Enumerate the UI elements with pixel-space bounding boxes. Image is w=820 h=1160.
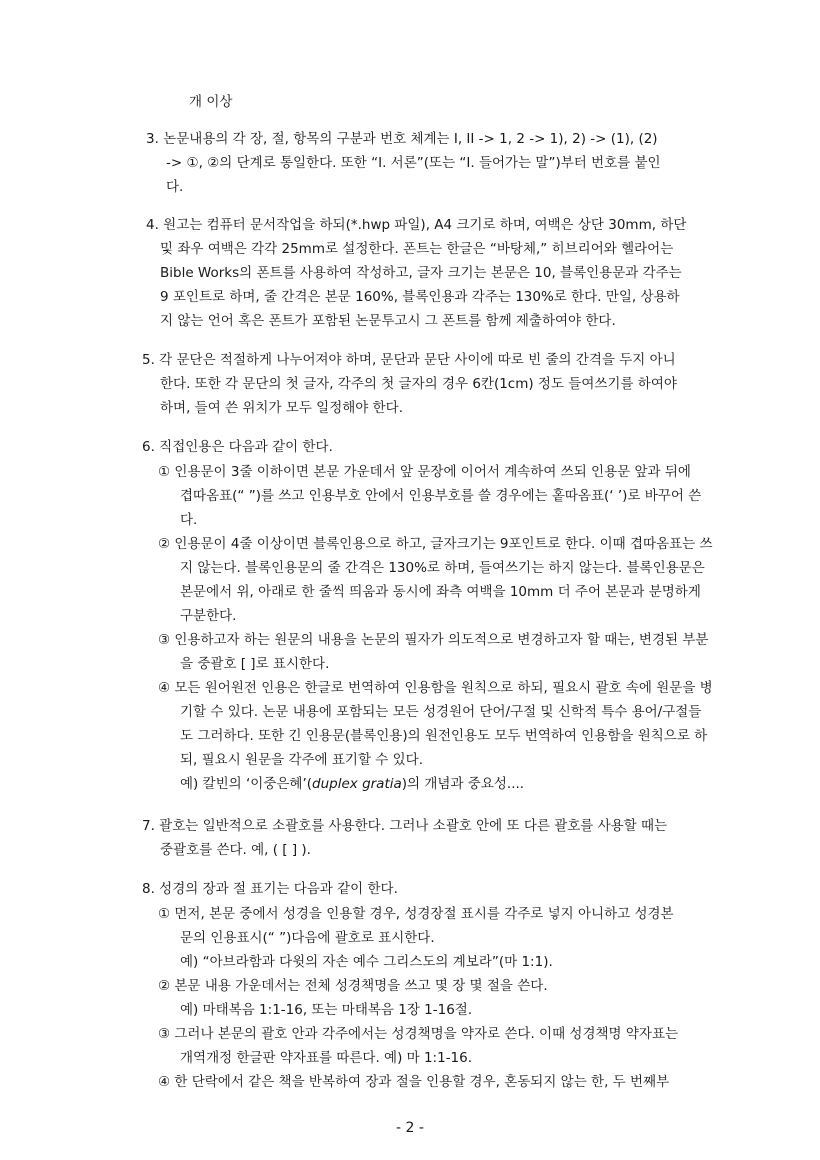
section-line: 4. 원고는 컴퓨터 문서작업을 하되(*.hwp 파일), A4 크기로 하며, 여백은 상단 30mm, 하단	[146, 217, 687, 233]
example-suffix: )의 개념과 중요성....	[401, 776, 525, 792]
list-item-line: ③ 그러나 본문의 괄호 안과 각주에서는 성경책명을 약자로 쓴다. 이때 성경책명 약자표는	[158, 1026, 679, 1042]
list-item-line: 지 않는다. 블록인용문의 줄 간격은 130%로 하며, 들여쓰기는 하지 않는다. 블록인용문은	[180, 560, 705, 576]
section-line: 7. 괄호는 일반적으로 소괄호를 사용한다. 그러나 소괄호 안에 또 다른 괄호를 사용할 때는	[142, 818, 668, 834]
section-line: 5. 각 문단은 적절하게 나누어져야 하며, 문단과 문단 사이에 따로 빈 줄의 간격을 두지 아니	[142, 352, 676, 368]
section-line: 다.	[166, 179, 184, 195]
section-title: 8. 성경의 장과 절 표기는 다음과 같이 한다.	[142, 881, 398, 897]
section-line: 및 좌우 여백은 각각 25mm로 설정한다. 폰트는 한글은 “바탕체,” 히브리어와 헬라어는	[160, 241, 674, 257]
example-line	[180, 778, 524, 792]
continued-text: 개 이상	[189, 94, 233, 110]
section-line: 하며, 들여 쓴 위치가 모두 일정해야 한다.	[160, 400, 403, 416]
section-line: 3. 논문내용의 각 장, 절, 항목의 구분과 번호 체계는 I, II -> 1, 2 -> 1), 2) -> (1), (2)	[146, 131, 658, 147]
list-item-line: ④ 모든 원어원전 인용은 한글로 번역하여 인용함을 원칙으로 하되, 필요시 괄호 속에 원문을 병	[158, 680, 713, 696]
section-line: 9 포인트로 하며, 줄 간격은 본문 160%, 블록인용과 각주는 130%로 한다. 만일, 상용하	[160, 289, 680, 305]
section-line: 한다. 또한 각 문단의 첫 글자, 각주의 첫 글자의 경우 6칸(1cm) 정도 들여쓰기를 하여야	[160, 376, 677, 392]
list-item-line: 되, 필요시 원문을 각주에 표기할 수 있다.	[180, 752, 423, 768]
list-item-line: 겹따옴표(“ ”)를 쓰고 인용부호 안에서 인용부호를 쓸 경우에는 홑따옴표(‘ ’)로 바꾸어 쓴	[180, 488, 702, 504]
section-line: 중괄호를 쓴다. 예, ( [ ] ).	[160, 842, 311, 858]
example-latin-term: duplex gratia	[312, 776, 402, 792]
list-item-line: 예) “아브라함과 다윗의 자손 예수 그리스도의 계보라”(마 1:1).	[180, 954, 553, 970]
list-item-line: ② 인용문이 4줄 이상이면 블록인용으로 하고, 글자크기는 9포인트로 한다. 이때 겹따옴표는 쓰	[158, 536, 713, 552]
list-item-line: 도 그러하다. 또한 긴 인용문(블록인용)의 원전인용도 모두 번역하여 인용함을 원칙으로 하	[180, 728, 708, 744]
section-line: Bible Works의 폰트를 사용하여 작성하고, 글자 크기는 본문은 10, 블록인용문과 각주는	[160, 265, 682, 281]
list-item-line: ① 먼저, 본문 중에서 성경을 인용할 경우, 성경장절 표시를 각주로 넣지 아니하고 성경본	[158, 906, 674, 922]
list-item-line: ② 본문 내용 가운데서는 전체 성경책명을 쓰고 몇 장 몇 절을 쓴다.	[158, 978, 548, 994]
example-prefix: 예) 칼빈의 ‘이중은혜’(	[180, 776, 313, 792]
list-item-line: ③ 인용하고자 하는 원문의 내용을 논문의 필자가 의도적으로 변경하고자 할 때는, 변경된 부분	[158, 632, 709, 648]
list-item-line: 개역개정 한글판 약자표를 따른다. 예) 마 1:1-16.	[180, 1050, 473, 1066]
list-item-line: ① 인용문이 3줄 이하이면 본문 가운데서 앞 문장에 이어서 계속하여 쓰되 인용문 앞과 뒤에	[158, 464, 691, 480]
section-line: -> ①, ②의 단계로 통일한다. 또한 “I. 서론”(또는 “I. 들어가는 말”)부터 번호를 붙인	[166, 155, 661, 171]
page-number: - 2 -	[396, 1120, 424, 1136]
list-item-line: ④ 한 단락에서 같은 책을 반복하여 장과 절을 인용할 경우, 혼동되지 않는 한, 두 번째부	[158, 1074, 670, 1090]
list-item-line: 기할 수 있다. 논문 내용에 포함되는 모든 성경원어 단어/구절 및 신학적 특수 용어/구절들	[180, 704, 702, 720]
list-item-line: 다.	[180, 512, 198, 528]
list-item-line: 본문에서 위, 아래로 한 줄씩 띄움과 동시에 좌측 여백을 10mm 더 주어 본문과 분명하게	[180, 584, 701, 600]
list-item-line: 을 중괄호 [ ]로 표시한다.	[180, 656, 330, 672]
section-title: 6. 직접인용은 다음과 같이 한다.	[142, 439, 333, 455]
list-item-line: 구분한다.	[180, 608, 237, 624]
section-line: 지 않는 언어 혹은 폰트가 포함된 논문투고시 그 폰트를 함께 제출하여야 한다.	[160, 313, 616, 329]
list-item-line: 문의 인용표시(“ ”)다음에 괄호로 표시한다.	[180, 930, 435, 946]
list-item-line: 예) 마태복음 1:1-16, 또는 마태복음 1장 1-16절.	[180, 1002, 473, 1018]
